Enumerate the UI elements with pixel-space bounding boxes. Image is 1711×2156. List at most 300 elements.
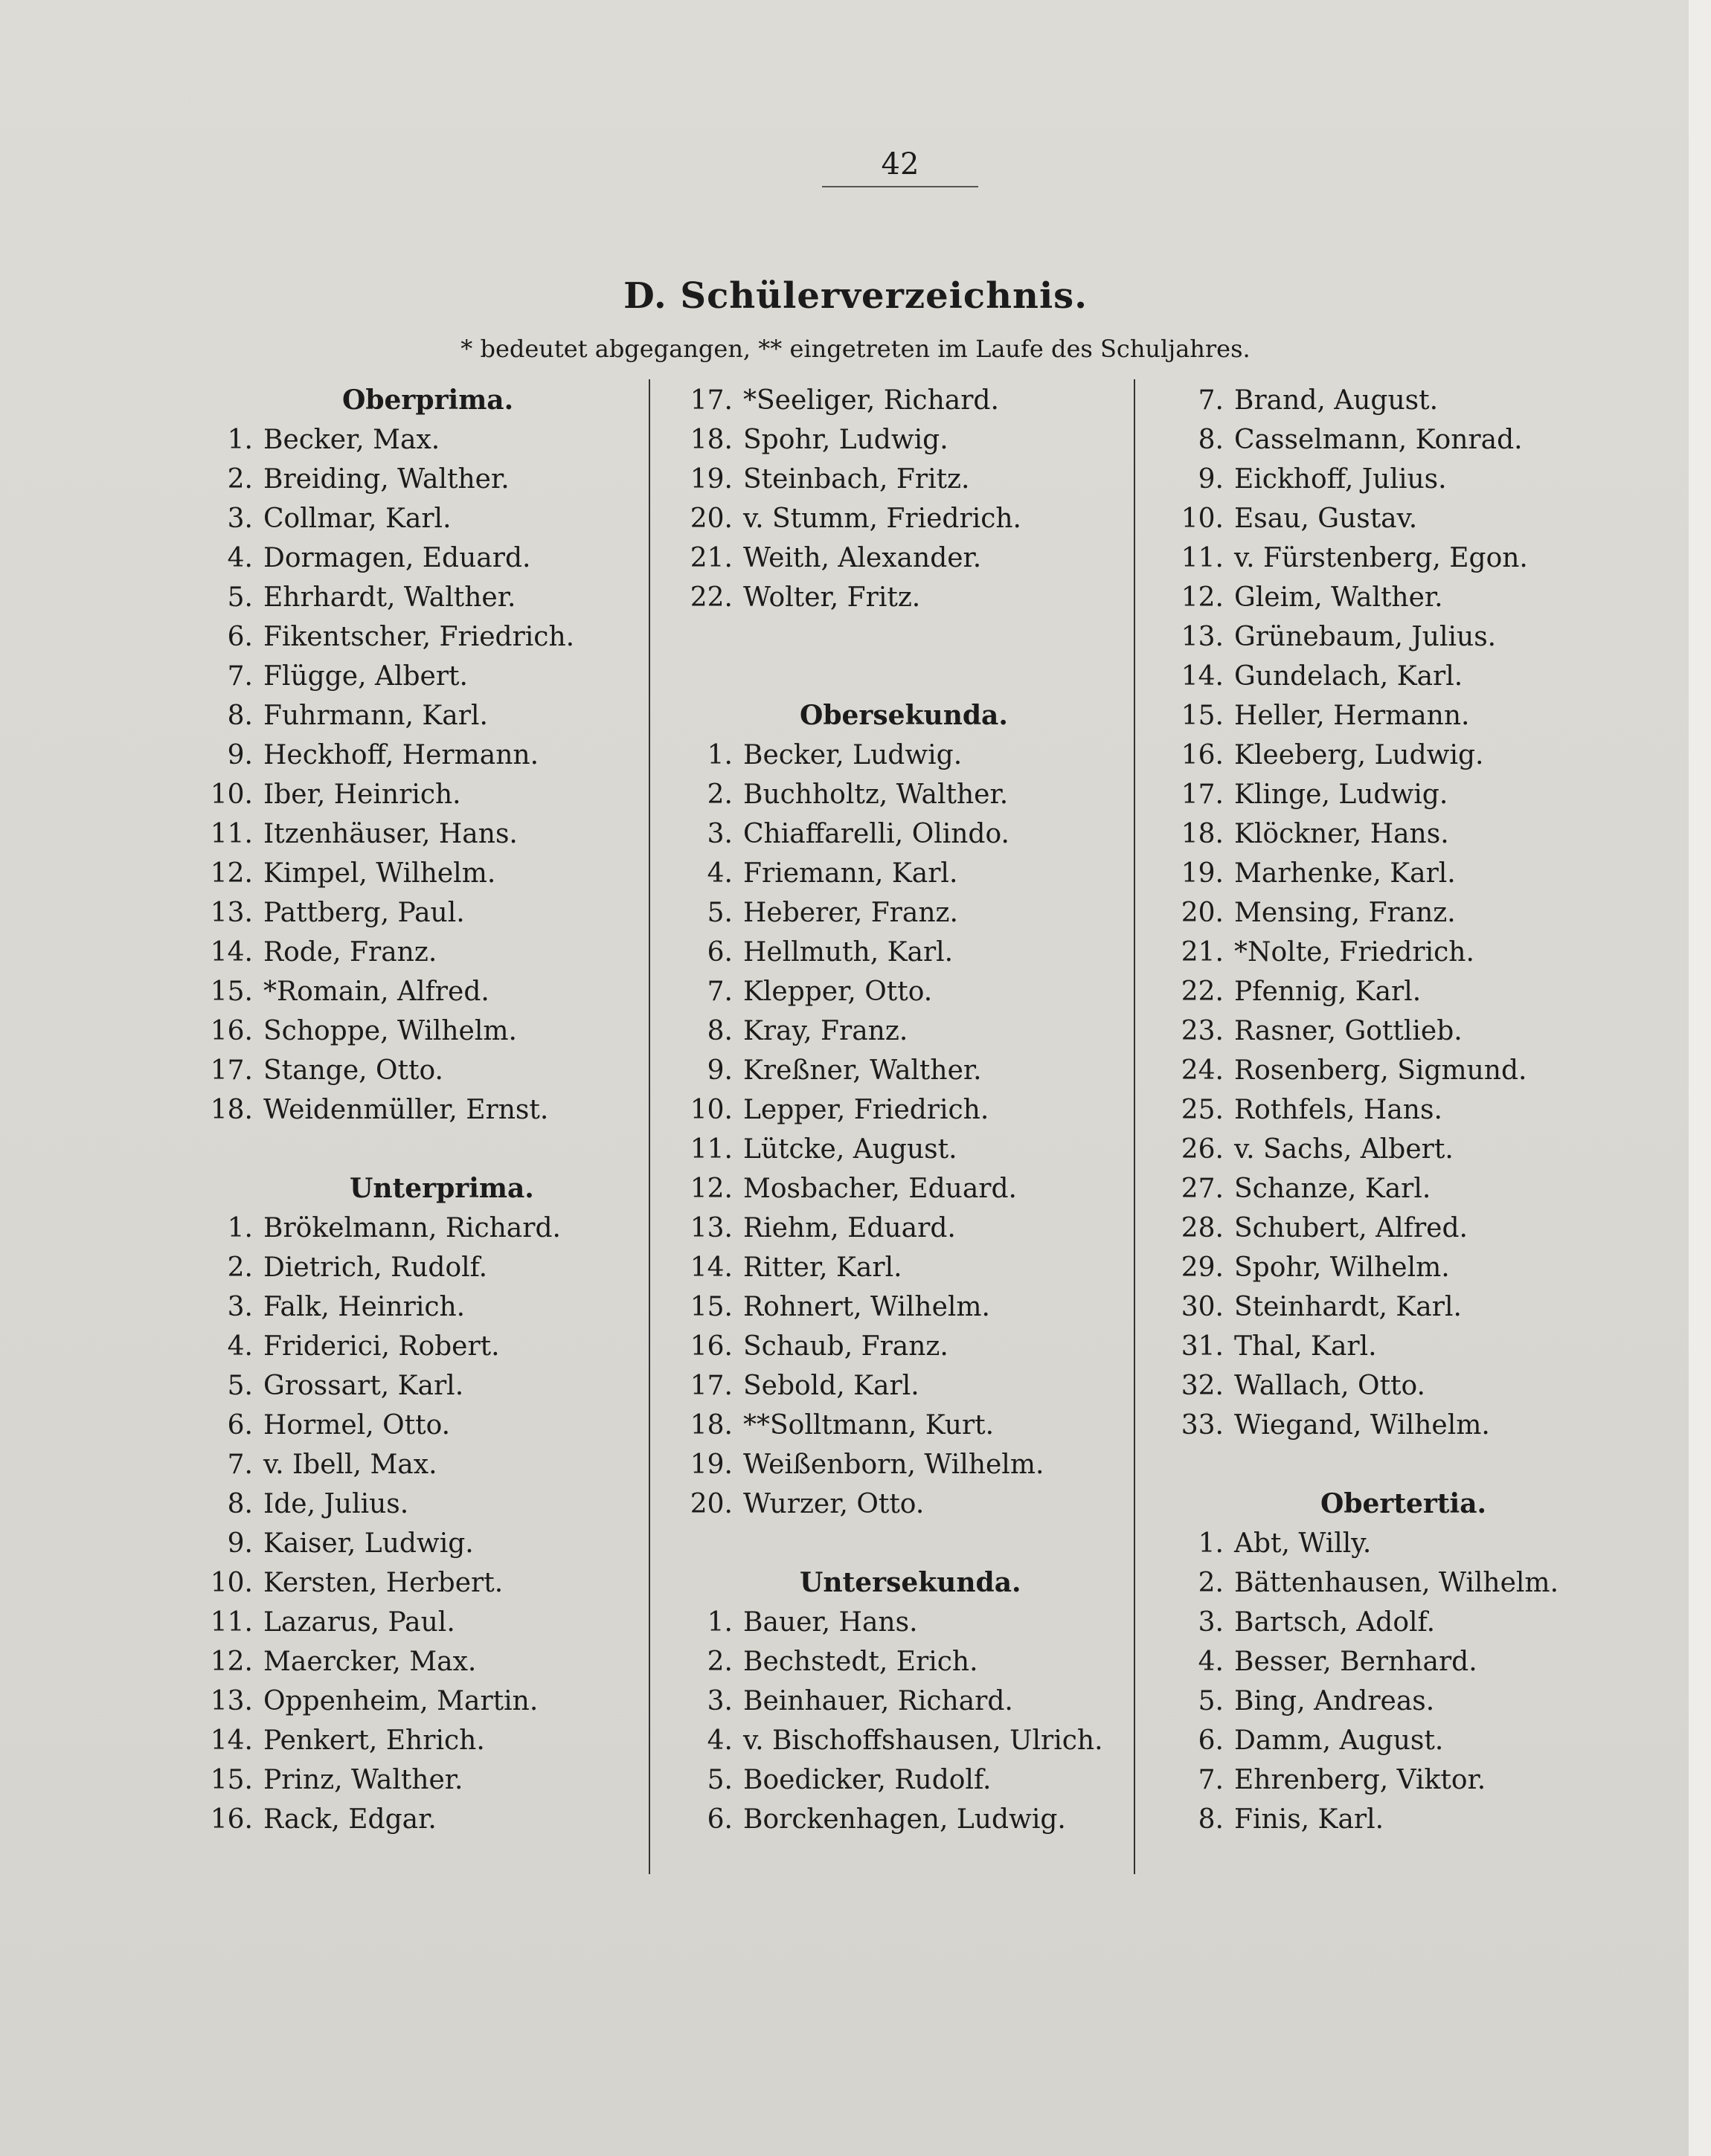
student-name: Kray, Franz. (743, 1016, 908, 1046)
student-name: Collmar, Karl. (263, 503, 452, 534)
student-entry (666, 972, 1120, 1011)
student-entry (1157, 972, 1618, 1011)
student-name: Stange, Otto. (263, 1055, 443, 1086)
entry-number: 10. (1181, 503, 1224, 534)
entry-number: 22. (690, 582, 733, 613)
student-name: Bauer, Hans. (743, 1607, 918, 1638)
student-entry (186, 1484, 640, 1524)
entry-number: 8. (227, 701, 253, 731)
entry-number: 7. (707, 976, 733, 1007)
student-name: Becker, Max. (263, 425, 440, 455)
entry-number: 18. (690, 1410, 733, 1441)
entry-number: 14. (210, 1725, 253, 1756)
student-name: Weißenborn, Wilhelm. (743, 1449, 1044, 1480)
student-name: Eickhoff, Julius. (1234, 464, 1447, 495)
student-name: v. Fürstenberg, Egon. (1234, 543, 1528, 573)
student-name: Heller, Hermann. (1234, 701, 1470, 731)
student-entry (1157, 1721, 1618, 1760)
entry-number: 4. (707, 1725, 733, 1756)
spacer (186, 1130, 640, 1169)
student-entry (186, 578, 640, 617)
entry-number: 14. (1181, 661, 1224, 692)
entry-number: 27. (1181, 1174, 1224, 1204)
student-entry (186, 893, 640, 933)
student-name: Ide, Julius. (263, 1489, 409, 1519)
class-heading: Obertertia. (1320, 1488, 1487, 1519)
student-entry (666, 854, 1120, 893)
student-entry (666, 538, 1120, 578)
student-name: Friemann, Karl. (743, 858, 958, 889)
class-heading: Untersekunda. (800, 1567, 1021, 1598)
student-entry (186, 1090, 640, 1130)
entry-number: 3. (227, 503, 253, 534)
entry-number: 31. (1181, 1331, 1224, 1362)
student-entry (186, 1248, 640, 1287)
student-name: Weidenmüller, Ernst. (263, 1095, 549, 1125)
student-name: Rode, Franz. (263, 937, 437, 968)
student-entry (186, 972, 640, 1011)
student-entry (186, 1011, 640, 1051)
student-entry (186, 460, 640, 499)
student-entry (186, 736, 640, 775)
student-entry (666, 1721, 1120, 1760)
entry-number: 15. (210, 976, 253, 1007)
student-entry (186, 1721, 640, 1760)
student-entry (1157, 933, 1618, 972)
student-entry (666, 1169, 1120, 1209)
entry-number: 17. (690, 1371, 733, 1401)
entry-number: 20. (690, 503, 733, 534)
student-name: Mensing, Franz. (1234, 898, 1456, 928)
entry-number: 7. (1198, 385, 1224, 416)
entry-number: 4. (227, 543, 253, 573)
entry-number: 6. (227, 1410, 253, 1441)
student-entry (666, 775, 1120, 814)
page-number: 42 (881, 147, 919, 181)
entry-number: 5. (1198, 1686, 1224, 1716)
column-2 (666, 381, 1120, 1839)
entry-number: 1. (707, 1607, 733, 1638)
student-entry (186, 1327, 640, 1366)
student-name: Ritter, Karl. (743, 1252, 902, 1283)
student-name: Fuhrmann, Karl. (263, 701, 488, 731)
entry-number: 21. (690, 543, 733, 573)
entry-number: 16. (1181, 740, 1224, 770)
entry-number: 6. (227, 622, 253, 652)
entry-number: 10. (690, 1095, 733, 1125)
student-entry (1157, 1682, 1618, 1721)
student-name: Lepper, Friedrich. (743, 1095, 989, 1125)
student-name: Rack, Edgar. (263, 1804, 437, 1835)
entry-number: 18. (210, 1095, 253, 1125)
student-name: Ehrhardt, Walther. (263, 582, 516, 613)
student-name: Grossart, Karl. (263, 1371, 464, 1401)
entry-number: 11. (690, 1134, 733, 1165)
entry-number: 21. (1181, 937, 1224, 968)
entry-number: 22. (1181, 976, 1224, 1007)
entry-number: 17. (210, 1055, 253, 1086)
student-name: Grünebaum, Julius. (1234, 622, 1497, 652)
student-entry (1157, 1524, 1618, 1563)
student-entry (666, 933, 1120, 972)
student-entry (666, 381, 1120, 420)
entry-number: 23. (1181, 1016, 1224, 1046)
student-entry (186, 814, 640, 854)
legend-note: * bedeutet abgegangen, ** eingetreten im Laufe des Schuljahres. (460, 335, 1251, 363)
entry-number: 7. (1198, 1765, 1224, 1795)
column-1 (186, 381, 640, 1839)
student-entry (186, 1563, 640, 1603)
entry-number: 14. (690, 1252, 733, 1283)
entry-number: 2. (1198, 1568, 1224, 1598)
entry-number: 1. (1198, 1528, 1224, 1559)
student-entry (666, 578, 1120, 617)
student-name: Borckenhagen, Ludwig. (743, 1804, 1066, 1835)
student-name: Kreßner, Walther. (743, 1055, 982, 1086)
student-entry (666, 1209, 1120, 1248)
entry-number: 4. (707, 858, 733, 889)
entry-number: 8. (1198, 1804, 1224, 1835)
student-name: Schanze, Karl. (1234, 1174, 1431, 1204)
student-entry (186, 657, 640, 696)
entry-number: 15. (690, 1292, 733, 1322)
entry-number: 4. (227, 1331, 253, 1362)
student-entry (1157, 1051, 1618, 1090)
student-name: v. Stumm, Friedrich. (743, 503, 1021, 534)
student-entry (1157, 1209, 1618, 1248)
student-name: Schubert, Alfred. (1234, 1213, 1468, 1243)
student-name: Schoppe, Wilhelm. (263, 1016, 517, 1046)
student-name: Buchholtz, Walther. (743, 779, 1009, 810)
column-divider (649, 379, 650, 1874)
student-entry (666, 1051, 1120, 1090)
student-entry (186, 775, 640, 814)
student-entry (186, 696, 640, 736)
spacer (666, 657, 1120, 696)
student-name: Kaiser, Ludwig. (263, 1528, 474, 1559)
entry-number: 28. (1181, 1213, 1224, 1243)
student-name: Becker, Ludwig. (743, 740, 963, 770)
student-name: Dietrich, Rudolf. (263, 1252, 488, 1283)
student-name: Beinhauer, Richard. (743, 1686, 1013, 1716)
entry-number: 11. (1181, 543, 1224, 573)
student-name: Friderici, Robert. (263, 1331, 500, 1362)
student-name: Schaub, Franz. (743, 1331, 948, 1362)
student-name: Dormagen, Eduard. (263, 543, 531, 573)
student-entry (666, 736, 1120, 775)
student-name: Lazarus, Paul. (263, 1607, 455, 1638)
student-name: Klepper, Otto. (743, 976, 933, 1007)
entry-number: 19. (690, 464, 733, 495)
student-entry (1157, 696, 1618, 736)
student-entry (666, 1642, 1120, 1682)
page-number-rule (822, 186, 978, 187)
entry-number: 16. (210, 1016, 253, 1046)
entry-number: 1. (227, 1213, 253, 1243)
student-entry (1157, 1169, 1618, 1209)
entry-number: 19. (690, 1449, 733, 1480)
student-name: Lütcke, August. (743, 1134, 957, 1165)
student-name: v. Bischoffshausen, Ulrich. (743, 1725, 1103, 1756)
student-entry (666, 1603, 1120, 1642)
student-entry (1157, 420, 1618, 460)
student-name: Marhenke, Karl. (1234, 858, 1456, 889)
entry-number: 10. (210, 1568, 253, 1598)
entry-number: 1. (707, 740, 733, 770)
student-name: Heberer, Franz. (743, 898, 958, 928)
student-entry (1157, 578, 1618, 617)
student-name: Kimpel, Wilhelm. (263, 858, 496, 889)
spacer (666, 617, 1120, 657)
student-entry (1157, 1760, 1618, 1800)
entry-number: 4. (1198, 1647, 1224, 1677)
student-entry (1157, 1130, 1618, 1169)
student-name: Hellmuth, Karl. (743, 937, 954, 968)
entry-number: 2. (707, 1647, 733, 1677)
student-name: Brökelmann, Richard. (263, 1213, 561, 1243)
entry-number: 17. (1181, 779, 1224, 810)
student-entry (666, 1366, 1120, 1406)
column-3 (1157, 381, 1618, 1839)
student-entry (1157, 1248, 1618, 1287)
entry-number: 5. (707, 1765, 733, 1795)
student-name: Chiaffarelli, Olindo. (743, 819, 1009, 849)
student-name: Fikentscher, Friedrich. (263, 622, 575, 652)
student-name: v. Ibell, Max. (263, 1449, 437, 1480)
student-entry (186, 933, 640, 972)
entry-number: 13. (1181, 622, 1224, 652)
student-name: Gleim, Walther. (1234, 582, 1443, 613)
student-entry (186, 1051, 640, 1090)
student-entry (1157, 1327, 1618, 1366)
entry-number: 15. (1181, 701, 1224, 731)
student-name: Rothfels, Hans. (1234, 1095, 1442, 1125)
student-entry (666, 814, 1120, 854)
student-entry (186, 1287, 640, 1327)
student-entry (1157, 1642, 1618, 1682)
entry-number: 6. (1198, 1725, 1224, 1756)
entry-number: 7. (227, 661, 253, 692)
student-name: Itzenhäuser, Hans. (263, 819, 518, 849)
column-divider (1134, 379, 1135, 1874)
student-entry (1157, 381, 1618, 420)
student-name: Ehrenberg, Viktor. (1234, 1765, 1486, 1795)
student-name: Damm, August. (1234, 1725, 1444, 1756)
student-entry (666, 1760, 1120, 1800)
student-name: *Nolte, Friedrich. (1234, 937, 1474, 968)
student-entry (666, 1090, 1120, 1130)
student-entry (186, 420, 640, 460)
student-entry (666, 420, 1120, 460)
student-name: *Romain, Alfred. (263, 976, 489, 1007)
entry-number: 9. (227, 1528, 253, 1559)
student-entry (186, 1800, 640, 1839)
class-heading: Obersekunda. (800, 700, 1008, 731)
student-entry (1157, 460, 1618, 499)
student-name: Casselmann, Konrad. (1234, 425, 1523, 455)
entry-number: 6. (707, 1804, 733, 1835)
student-name: Iber, Heinrich. (263, 779, 461, 810)
student-entry (1157, 538, 1618, 578)
page-title: D. Schülerverzeichnis. (623, 275, 1088, 317)
student-name: Heckhoff, Hermann. (263, 740, 539, 770)
student-entry (186, 617, 640, 657)
student-name: Rohnert, Wilhelm. (743, 1292, 990, 1322)
student-entry (666, 1248, 1120, 1287)
student-name: Wiegand, Wilhelm. (1234, 1410, 1490, 1441)
student-name: Falk, Heinrich. (263, 1292, 466, 1322)
student-name: Abt, Willy. (1234, 1528, 1372, 1559)
student-entry (666, 1484, 1120, 1524)
student-name: Klinge, Ludwig. (1234, 779, 1448, 810)
student-entry (186, 1445, 640, 1484)
entry-number: 30. (1181, 1292, 1224, 1322)
student-entry (666, 893, 1120, 933)
student-name: Weith, Alexander. (743, 543, 982, 573)
student-name: v. Sachs, Albert. (1234, 1134, 1454, 1165)
entry-number: 8. (1198, 425, 1224, 455)
entry-number: 16. (690, 1331, 733, 1362)
student-name: Klöckner, Hans. (1234, 819, 1449, 849)
student-name: Maercker, Max. (263, 1647, 477, 1677)
student-entry (186, 1682, 640, 1721)
student-entry (186, 1642, 640, 1682)
student-name: Wolter, Fritz. (743, 582, 921, 613)
student-name: Pfennig, Karl. (1234, 976, 1422, 1007)
student-entry (1157, 1800, 1618, 1839)
student-entry (186, 1524, 640, 1563)
entry-number: 18. (1181, 819, 1224, 849)
entry-number: 15. (210, 1765, 253, 1795)
student-entry (666, 1287, 1120, 1327)
student-entry (186, 1406, 640, 1445)
student-entry (1157, 775, 1618, 814)
entry-number: 24. (1181, 1055, 1224, 1086)
student-entry (186, 854, 640, 893)
student-entry (1157, 814, 1618, 854)
student-entry (186, 538, 640, 578)
student-name: Bartsch, Adolf. (1234, 1607, 1436, 1638)
entry-number: 6. (707, 937, 733, 968)
entry-number: 14. (210, 937, 253, 968)
student-name: Breiding, Walther. (263, 464, 510, 495)
student-entry (1157, 499, 1618, 538)
entry-number: 3. (707, 1686, 733, 1716)
student-name: Kersten, Herbert. (263, 1568, 504, 1598)
student-entry (186, 1760, 640, 1800)
student-entry (666, 1327, 1120, 1366)
student-entry (1157, 1090, 1618, 1130)
entry-number: 9. (1198, 464, 1224, 495)
entry-number: 13. (210, 1686, 253, 1716)
entry-number: 16. (210, 1804, 253, 1835)
entry-number: 5. (227, 582, 253, 613)
student-name: Bechstedt, Erich. (743, 1647, 978, 1677)
student-entry (666, 1011, 1120, 1051)
student-name: Esau, Gustav. (1234, 503, 1418, 534)
entry-number: 32. (1181, 1371, 1224, 1401)
entry-number: 18. (690, 425, 733, 455)
student-name: Steinbach, Fritz. (743, 464, 970, 495)
student-name: Hormel, Otto. (263, 1410, 451, 1441)
entry-number: 20. (1181, 898, 1224, 928)
entry-number: 7. (227, 1449, 253, 1480)
student-entry (186, 1366, 640, 1406)
student-name: Mosbacher, Eduard. (743, 1174, 1017, 1204)
student-entry (1157, 657, 1618, 696)
student-name: Spohr, Ludwig. (743, 425, 948, 455)
student-entry (1157, 1287, 1618, 1327)
entry-number: 29. (1181, 1252, 1224, 1283)
student-entry (1157, 1603, 1618, 1642)
entry-number: 5. (227, 1371, 253, 1401)
student-entry (186, 499, 640, 538)
entry-number: 2. (707, 779, 733, 810)
student-entry (1157, 617, 1618, 657)
entry-number: 25. (1181, 1095, 1224, 1125)
page-edge (1689, 0, 1711, 2156)
entry-number: 12. (690, 1174, 733, 1204)
entry-number: 12. (210, 858, 253, 889)
student-name: Prinz, Walther. (263, 1765, 463, 1795)
student-name: *Seeliger, Richard. (743, 385, 999, 416)
student-name: Flügge, Albert. (263, 661, 468, 692)
student-name: Bättenhausen, Wilhelm. (1234, 1568, 1559, 1598)
entry-number: 9. (707, 1055, 733, 1086)
entry-number: 8. (227, 1489, 253, 1519)
student-entry (666, 1445, 1120, 1484)
entry-number: 10. (210, 779, 253, 810)
student-entry (666, 1800, 1120, 1839)
student-entry (1157, 1406, 1618, 1445)
student-name: Boedicker, Rudolf. (743, 1765, 992, 1795)
class-heading: Oberprima. (342, 384, 514, 416)
student-name: Besser, Bernhard. (1234, 1647, 1477, 1677)
student-entry (666, 1130, 1120, 1169)
spacer (666, 1524, 1120, 1563)
entry-number: 2. (227, 1252, 253, 1283)
student-entry (1157, 1011, 1618, 1051)
entry-number: 5. (707, 898, 733, 928)
student-name: **Solltmann, Kurt. (743, 1410, 995, 1441)
entry-number: 11. (210, 1607, 253, 1638)
student-name: Riehm, Eduard. (743, 1213, 956, 1243)
student-name: Wurzer, Otto. (743, 1489, 925, 1519)
student-name: Penkert, Ehrich. (263, 1725, 485, 1756)
student-entry (1157, 893, 1618, 933)
entry-number: 2. (227, 464, 253, 495)
entry-number: 13. (210, 898, 253, 928)
student-name: Pattberg, Paul. (263, 898, 465, 928)
entry-number: 11. (210, 819, 253, 849)
student-entry (186, 1603, 640, 1642)
student-name: Gundelach, Karl. (1234, 661, 1463, 692)
student-name: Brand, August. (1234, 385, 1439, 416)
student-name: Bing, Andreas. (1234, 1686, 1435, 1716)
student-name: Thal, Karl. (1234, 1331, 1377, 1362)
student-entry (1157, 854, 1618, 893)
student-name: Finis, Karl. (1234, 1804, 1384, 1835)
student-entry (186, 1209, 640, 1248)
student-entry (666, 1406, 1120, 1445)
student-name: Steinhardt, Karl. (1234, 1292, 1462, 1322)
entry-number: 13. (690, 1213, 733, 1243)
student-entry (666, 499, 1120, 538)
entry-number: 1. (227, 425, 253, 455)
student-entry (1157, 1366, 1618, 1406)
entry-number: 3. (707, 819, 733, 849)
entry-number: 12. (210, 1647, 253, 1677)
